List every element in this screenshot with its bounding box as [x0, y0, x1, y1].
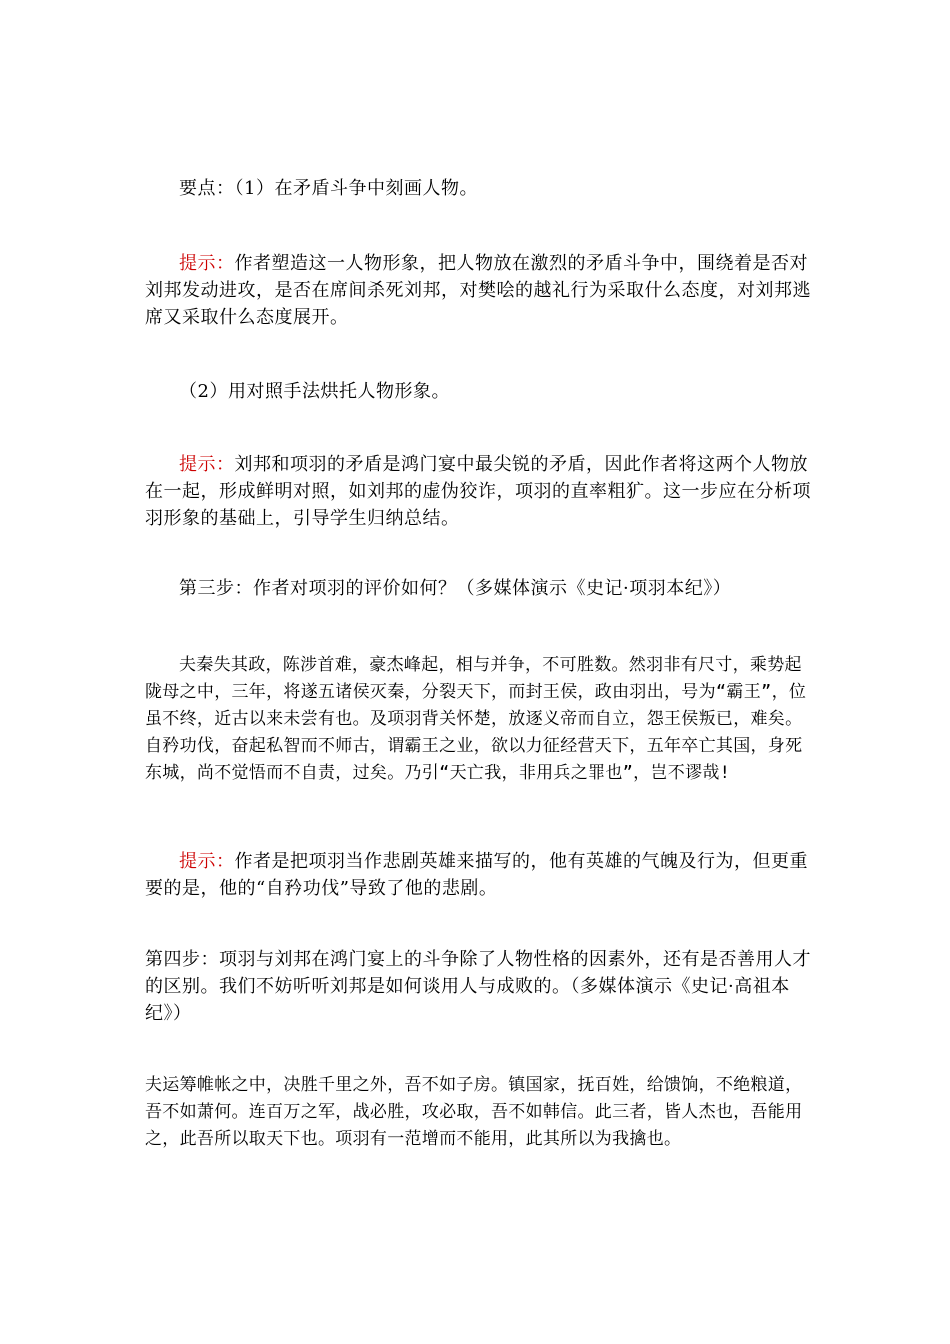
hint-text: 作者是把项羽当作悲剧英雄来描写的，他有英雄的气魄及行为，但更重要的是，他的“自矜功伐”导致了他的悲剧。: [145, 851, 808, 899]
quote-text: 夫运筹帷帐之中，决胜千里之外，吾不如子房。镇国家，抚百姓，给馈饷，不绝粮道，吾不如萧何。连百万之军，战必胜，攻必取，吾不如韩信。此三者，皆人杰也，吾能用之，此吾所以取天下也。项羽有一范增而不能用，此其所以为我擒也。: [145, 1075, 803, 1149]
quote-xiangyu-benji: [145, 652, 815, 787]
hint-text: 刘邦和项羽的矛盾是鸿门宴中最尖锐的矛盾，因此作者将这两个人物放在一起，形成鲜明对照，如刘邦的虚伪狡诈，项羽的直率粗犷。这一步应在分析项羽形象的基础上，引导学生归纳总结。: [145, 454, 811, 529]
hint-label: 提示：: [179, 253, 235, 274]
quote-gaozu-benji: [145, 1072, 815, 1153]
hint-text: 作者塑造这一人物形象，把人物放在激烈的矛盾斗争中，围绕着是否对刘邦发动进攻，是否在席间杀死刘邦，对樊哙的越礼行为采取什么态度，对刘邦逃席又采取什么态度展开。: [145, 253, 811, 328]
hint-paragraph-1: [145, 250, 815, 331]
key-point-1: [145, 175, 815, 202]
key-point-1-text: 要点：（1）在矛盾斗争中刻画人物。: [179, 178, 478, 199]
hint-label: 提示：: [179, 454, 235, 475]
step-three: [145, 575, 815, 602]
hint-paragraph-2: [145, 451, 815, 532]
step-three-text: 第三步：作者对项羽的评价如何？（多媒体演示《史记·项羽本纪》）: [179, 578, 732, 599]
hint-paragraph-3: [145, 848, 815, 902]
quote-text: 夫秦失其政，陈涉首难，豪杰峰起，相与并争，不可胜数。然羽非有尺寸，乘势起陇母之中，三年，将遂五诸侯灭秦，分裂天下，而封王侯，政由羽出，号为“霸王”，位虽不终，近古以来未尝有也。及项羽背关怀楚，放逐义帝而自立，怨王侯叛已，难矣。自矜功伐，奋起私智而不师古，谓霸王之业，欲以力征经营天下，五年卒亡其国，身死东城，尚不觉悟而不自责，过矣。乃引“天亡我，非用兵之罪也”，岂不谬哉!: [145, 655, 807, 783]
step-four: [145, 946, 815, 1027]
hint-label: 提示：: [179, 851, 235, 872]
step-four-text: 第四步：项羽与刘邦在鸿门宴上的斗争除了人物性格的因素外，还有是否善用人才的区别。我们不妨听听刘邦是如何谈用人与成败的。（多媒体演示《史记·高祖本纪》）: [145, 949, 811, 1024]
key-point-2: [145, 378, 815, 405]
key-point-2-text: （2）用对照手法烘托人物形象。: [179, 381, 450, 402]
